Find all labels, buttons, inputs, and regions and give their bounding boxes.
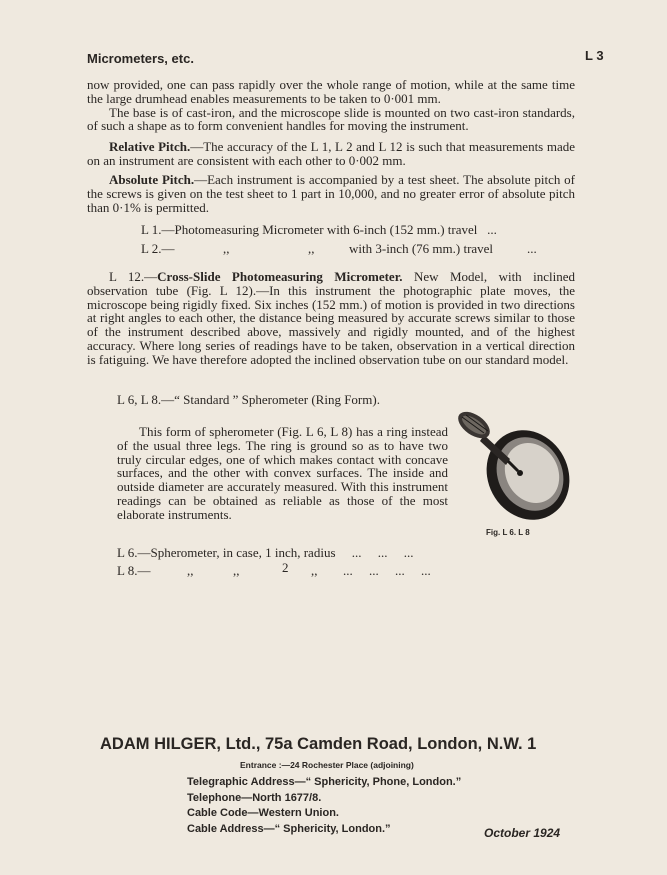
item-description: Photomeasuring Micrometer with 6-inch (152 mm.) travel <box>174 222 478 237</box>
entrance-note: Entrance :—24 Rochester Place (adjoining) <box>240 760 414 770</box>
relative-pitch-block <box>87 140 575 168</box>
leader-dots: ... ... ... ... <box>343 563 431 578</box>
item-code: L 2.— <box>141 241 175 256</box>
intro-paragraph-2: The base is of cast-iron, and the microscope slide is mounted on two cast-iron standards, of such a shape as to form convenient handles for moving the instrument. <box>87 104 575 134</box>
figure-caption: Fig. L 6. L 8 <box>486 528 530 537</box>
l12-block <box>87 270 575 367</box>
item-description: with 3-inch (76 mm.) travel <box>349 241 494 256</box>
spherometer-text: This form of spherometer (Fig. L 6, L 8) has a ring instead of the usual three legs. The ring is ground so as to have two truly circular edges, one of which makes contact with concave surfaces, and the other with convex surfaces. The inside and outside diameter are accurately measured. With this instrument readings can be obtained as reliable as those of the most elaborate instruments. <box>117 424 448 522</box>
company-address: ADAM HILGER, Ltd., 75a Camden Road, London, N.W. 1 <box>100 735 537 753</box>
relative-pitch-text: —The accuracy of the L 1, L 2 and L 12 is such that measurements made on an instrument are consistent with each other to 0·002 mm. <box>87 139 575 168</box>
telegraphic-address: Telegraphic Address—“ Sphericity, Phone, London.” <box>187 776 462 788</box>
publication-date: October 1924 <box>484 826 561 840</box>
ditto-mark: ,, <box>187 563 194 578</box>
ditto-mark: ,, <box>308 241 315 256</box>
ditto-mark: ,, <box>311 563 318 578</box>
page-number: L 3 <box>585 48 604 63</box>
spherometer-figure <box>448 405 588 523</box>
list-item-l6 <box>117 545 414 561</box>
ditto-mark: ,, <box>233 563 240 578</box>
cable-code: Cable Code—Western Union. <box>187 807 339 819</box>
ditto-mark: ,, <box>223 241 230 256</box>
radius-value: 2 <box>282 560 289 575</box>
item-code: L 1.— <box>141 222 175 237</box>
l12-code: L 12.— <box>109 269 158 284</box>
list-item-l1 <box>141 222 497 238</box>
leader-dots: ... <box>527 241 537 256</box>
spherometer-heading: L 6, L 8.—“ Standard ” Spherometer (Ring Form). <box>117 392 380 407</box>
relative-pitch-title: Relative Pitch. <box>109 139 191 154</box>
item-description: Spherometer, in case, 1 inch, radius <box>150 545 336 560</box>
item-code: L 8.— <box>117 563 151 578</box>
telephone: Telephone—North 1677/8. <box>187 791 322 804</box>
leader-dots: ... <box>487 222 497 237</box>
section-header: Micrometers, etc. <box>87 51 194 66</box>
l12-text: New Model, with inclined observation tube (Fig. L 12).—In this instrument the photographic plate moves, the microscope being rigidly fixed. Six inches (152 mm.) of motion is provided in two directions at right angles to each other, the distance being measured by accurate screws similar to those of the instrument described above, massively and rigidly mounted, and of the highest accuracy. Where long series of readings have to be taken, observation in a vertical direction is fatiguing. We have therefore adopted the inclined observation tube on our standard model. <box>87 269 575 367</box>
spherometer-block <box>117 425 448 522</box>
list-item-l8 <box>117 560 477 579</box>
cable-address: Cable Address—“ Sphericity, London.” <box>187 822 391 835</box>
l12-title: Cross-Slide Photomeasuring Micrometer. <box>157 269 403 284</box>
intro-block <box>87 78 575 133</box>
absolute-pitch-block <box>87 173 575 214</box>
absolute-pitch-text: —Each instrument is accompanied by a test sheet. The absolute pitch of the screws is given on the test sheet to 1 part in 10,000, and no greater error of absolute pitch than 0·1% is permitted. <box>87 172 575 215</box>
leader-dots: ... ... ... <box>351 545 414 560</box>
contact-block <box>187 775 461 837</box>
intro-paragraph-1: now provided, one can pass rapidly over the whole range of motion, while at the same time the large drumhead enables measurements to be taken to 0·001 mm. <box>87 77 575 106</box>
item-code: L 6.— <box>117 545 151 560</box>
list-item-l2 <box>141 241 561 257</box>
spherometer-illustration <box>448 405 588 523</box>
absolute-pitch-title: Absolute Pitch. <box>109 172 195 187</box>
